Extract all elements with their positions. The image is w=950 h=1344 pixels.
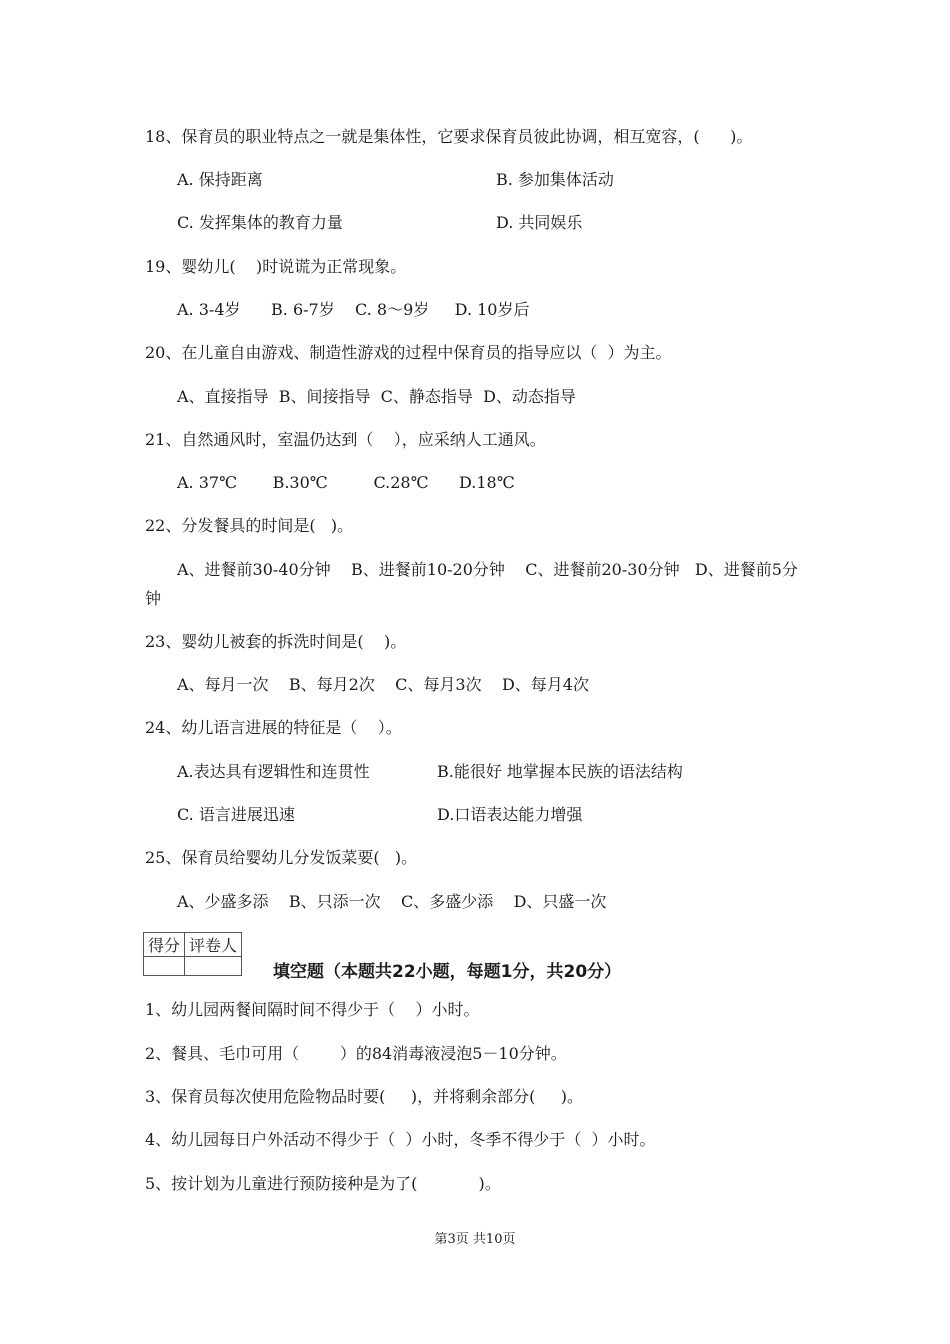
fill-blank-1: 1、幼儿园两餐间隔时间不得少于（ ）小时。 <box>145 1000 480 1019</box>
question-22-options: A、进餐前30-40分钟 B、进餐前10-20分钟 C、进餐前20-30分钟 D、进餐前5分 <box>177 560 798 579</box>
question-20-stem: 20、在儿童自由游戏、制造性游戏的过程中保育员的指导应以（ ）为主。 <box>145 343 672 362</box>
question-18-option-c: C. 发挥集体的教育力量 <box>177 213 343 232</box>
question-18-stem: 18、保育员的职业特点之一就是集体性，它要求保育员彼此协调，相互宽容，( )。 <box>145 127 753 146</box>
score-header: 得分 <box>144 933 185 957</box>
question-23-stem: 23、婴幼儿被套的拆洗时间是( )。 <box>145 632 407 651</box>
fill-blank-2: 2、餐具、毛巾可用（ ）的84消毒液浸泡5－10分钟。 <box>145 1044 567 1063</box>
question-18-option-a: A. 保持距离 <box>177 170 263 189</box>
question-19-stem: 19、婴幼儿( )时说谎为正常现象。 <box>145 257 407 276</box>
question-19-options: A. 3-4岁 B. 6-7岁 C. 8～9岁 D. 10岁后 <box>177 300 530 319</box>
question-24-stem: 24、幼儿语言进展的特征是（ ）。 <box>145 718 402 737</box>
question-21-options: A. 37℃ B.30℃ C.28℃ D.18℃ <box>177 473 515 492</box>
question-20-options: A、直接指导 B、间接指导 C、静态指导 D、动态指导 <box>177 387 576 406</box>
question-18-option-b: B. 参加集体活动 <box>496 170 614 189</box>
grader-header: 评卷人 <box>185 933 242 957</box>
question-22-options-wrap: 钟 <box>145 589 162 608</box>
question-24-option-d: D.口语表达能力增强 <box>437 805 583 824</box>
question-24-option-b: B.能很好 地掌握本民族的语法结构 <box>437 762 683 781</box>
grader-cell <box>185 957 242 976</box>
question-23-options: A、每月一次 B、每月2次 C、每月3次 D、每月4次 <box>177 675 589 694</box>
fill-blank-3: 3、保育员每次使用危险物品时要( )，并将剩余部分( )。 <box>145 1087 584 1106</box>
score-cell <box>144 957 185 976</box>
fill-blank-4: 4、幼儿园每日户外活动不得少于（ ）小时，冬季不得少于（ ）小时。 <box>145 1130 656 1149</box>
section-title: 填空题（本题共22小题，每题1分，共20分） <box>273 962 622 982</box>
question-21-stem: 21、自然通风时，室温仍达到（ ），应采纳人工通风。 <box>145 430 546 449</box>
fill-blank-5: 5、按计划为儿童进行预防接种是为了( )。 <box>145 1174 501 1193</box>
question-22-stem: 22、分发餐具的时间是( )。 <box>145 516 354 535</box>
question-25-stem: 25、保育员给婴幼儿分发饭菜要( )。 <box>145 848 418 867</box>
score-table <box>143 932 242 976</box>
question-18-option-d: D. 共同娱乐 <box>496 213 583 232</box>
page-footer: 第3页 共10页 <box>434 1232 516 1247</box>
question-24-option-c: C. 语言进展迅速 <box>177 805 295 824</box>
question-24-option-a: A.表达具有逻辑性和连贯性 <box>177 762 370 781</box>
question-25-options: A、少盛多添 B、只添一次 C、多盛少添 D、只盛一次 <box>177 892 607 911</box>
